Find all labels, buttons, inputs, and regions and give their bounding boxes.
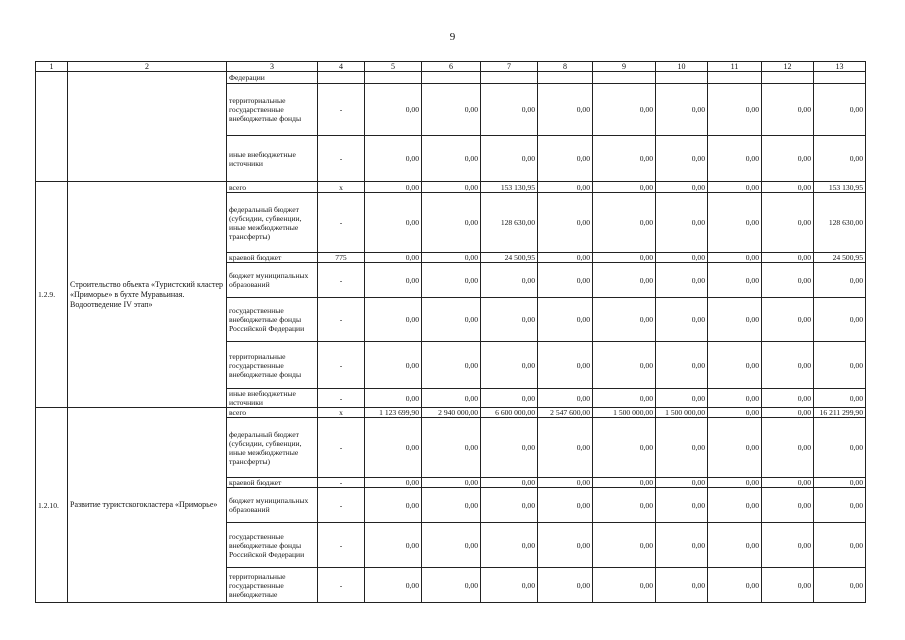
value-cell: 0,00: [656, 418, 708, 478]
column-header: 11: [708, 62, 762, 72]
value-cell: 0,00: [481, 488, 538, 523]
index-cell-continued: [36, 72, 68, 182]
value-cell: 0,00: [481, 298, 538, 342]
budget-code: -: [318, 342, 365, 389]
value-cell: 0,00: [365, 253, 422, 263]
value-cell: 0,00: [365, 263, 422, 298]
value-cell: 0,00: [593, 298, 656, 342]
value-cell: 0,00: [365, 478, 422, 488]
value-cell: 0,00: [656, 298, 708, 342]
value-cell: 0,00: [656, 263, 708, 298]
funding-source: краевой бюджет: [227, 253, 318, 263]
value-cell: 0,00: [762, 568, 814, 603]
value-cell: 0,00: [656, 193, 708, 253]
value-cell: 0,00: [762, 342, 814, 389]
value-cell: 153 130,95: [481, 182, 538, 193]
column-header: 2: [68, 62, 227, 72]
value-cell: 0,00: [365, 182, 422, 193]
value-cell: 0,00: [365, 568, 422, 603]
value-cell: 0,00: [538, 193, 593, 253]
value-cell: 0,00: [593, 263, 656, 298]
value-cell: 2 547 600,00: [538, 408, 593, 418]
value-cell: 0,00: [762, 298, 814, 342]
budget-code: -: [318, 136, 365, 182]
funding-source: Федерации: [227, 72, 318, 84]
page-number: 9: [449, 31, 456, 43]
budget-code: -: [318, 193, 365, 253]
budget-code: -: [318, 568, 365, 603]
budget-code: -: [318, 298, 365, 342]
value-cell: 0,00: [593, 84, 656, 136]
budget-code: -: [318, 418, 365, 478]
value-cell: 0,00: [422, 182, 481, 193]
value-cell: 0,00: [762, 478, 814, 488]
value-cell: 0,00: [422, 253, 481, 263]
value-cell: 0,00: [365, 342, 422, 389]
value-cell: 0,00: [481, 342, 538, 389]
value-cell: 0,00: [538, 342, 593, 389]
value-cell: 0,00: [538, 84, 593, 136]
value-cell: 0,00: [762, 418, 814, 478]
value-cell: 128 630,00: [814, 193, 866, 253]
column-header: 9: [593, 62, 656, 72]
value-cell: 0,00: [538, 523, 593, 568]
column-header: 1: [36, 62, 68, 72]
value-cell: 0,00: [656, 253, 708, 263]
value-cell: 0,00: [814, 84, 866, 136]
value-cell: [365, 72, 422, 84]
section-index: 1.2.10.: [36, 408, 68, 603]
value-cell: 0,00: [365, 298, 422, 342]
value-cell: 0,00: [708, 182, 762, 193]
value-cell: [538, 72, 593, 84]
value-cell: 0,00: [708, 568, 762, 603]
value-cell: 0,00: [708, 408, 762, 418]
value-cell: 0,00: [422, 568, 481, 603]
value-cell: 1 500 000,00: [656, 408, 708, 418]
value-cell: [593, 72, 656, 84]
budget-code: х: [318, 408, 365, 418]
value-cell: 0,00: [422, 84, 481, 136]
value-cell: 0,00: [538, 389, 593, 408]
value-cell: 0,00: [422, 136, 481, 182]
value-cell: 0,00: [708, 263, 762, 298]
value-cell: 0,00: [708, 136, 762, 182]
value-cell: 0,00: [762, 408, 814, 418]
value-cell: 0,00: [762, 389, 814, 408]
value-cell: 0,00: [481, 84, 538, 136]
value-cell: 0,00: [481, 523, 538, 568]
value-cell: 0,00: [538, 298, 593, 342]
value-cell: 0,00: [538, 488, 593, 523]
table-row: [36, 72, 866, 84]
funding-source: территориальные государственные внебюджетные фонды: [227, 84, 318, 136]
value-cell: 0,00: [656, 523, 708, 568]
value-cell: 0,00: [365, 418, 422, 478]
value-cell: 0,00: [656, 389, 708, 408]
column-header: 5: [365, 62, 422, 72]
value-cell: 0,00: [708, 389, 762, 408]
section-name: Развитие туристскогокластера «Приморье»: [68, 408, 227, 603]
value-cell: [422, 72, 481, 84]
value-cell: 6 600 000,00: [481, 408, 538, 418]
value-cell: 0,00: [538, 136, 593, 182]
value-cell: 0,00: [814, 523, 866, 568]
value-cell: 0,00: [656, 136, 708, 182]
column-header: 4: [318, 62, 365, 72]
budget-code: -: [318, 523, 365, 568]
value-cell: 0,00: [656, 478, 708, 488]
funding-source: всего: [227, 182, 318, 193]
value-cell: 0,00: [708, 84, 762, 136]
value-cell: 0,00: [814, 418, 866, 478]
value-cell: 0,00: [422, 523, 481, 568]
name-cell-continued: [68, 72, 227, 182]
value-cell: 0,00: [593, 389, 656, 408]
budget-code: -: [318, 263, 365, 298]
value-cell: 0,00: [762, 84, 814, 136]
value-cell: 0,00: [814, 478, 866, 488]
value-cell: 0,00: [538, 263, 593, 298]
column-header: 7: [481, 62, 538, 72]
value-cell: 0,00: [593, 523, 656, 568]
value-cell: 0,00: [422, 478, 481, 488]
value-cell: [656, 72, 708, 84]
value-cell: 0,00: [422, 342, 481, 389]
value-cell: 0,00: [656, 488, 708, 523]
value-cell: 0,00: [814, 298, 866, 342]
value-cell: 0,00: [814, 342, 866, 389]
value-cell: 0,00: [365, 488, 422, 523]
value-cell: 0,00: [422, 193, 481, 253]
header-row: [36, 62, 866, 72]
budget-code: 775: [318, 253, 365, 263]
funding-source: бюджет муниципальных образований: [227, 488, 318, 523]
value-cell: 0,00: [481, 478, 538, 488]
value-cell: 0,00: [708, 478, 762, 488]
value-cell: 0,00: [365, 193, 422, 253]
column-header: 12: [762, 62, 814, 72]
section-index: 1.2.9.: [36, 182, 68, 408]
funding-source: иные внебюджетные источники: [227, 136, 318, 182]
funding-source: территориальные государственные внебюджетные: [227, 568, 318, 603]
value-cell: 0,00: [593, 478, 656, 488]
column-header: 6: [422, 62, 481, 72]
value-cell: 0,00: [593, 136, 656, 182]
value-cell: 0,00: [708, 488, 762, 523]
value-cell: 0,00: [814, 389, 866, 408]
table-row: [36, 182, 866, 193]
column-header: 8: [538, 62, 593, 72]
value-cell: 0,00: [656, 342, 708, 389]
value-cell: 0,00: [481, 136, 538, 182]
value-cell: 0,00: [365, 523, 422, 568]
value-cell: 0,00: [762, 193, 814, 253]
value-cell: 0,00: [365, 84, 422, 136]
value-cell: 0,00: [708, 193, 762, 253]
budget-code: -: [318, 84, 365, 136]
funding-source: федеральный бюджет (субсидии, субвенции, иные межбюджетные трансферты): [227, 193, 318, 253]
column-header: 3: [227, 62, 318, 72]
value-cell: 0,00: [422, 488, 481, 523]
funding-source: иные внебюджетные источники: [227, 389, 318, 408]
value-cell: 0,00: [365, 389, 422, 408]
budget-code: -: [318, 478, 365, 488]
value-cell: 0,00: [481, 418, 538, 478]
value-cell: 1 500 000,00: [593, 408, 656, 418]
funding-source: территориальные государственные внебюджетные фонды: [227, 342, 318, 389]
value-cell: 0,00: [762, 523, 814, 568]
value-cell: 0,00: [708, 523, 762, 568]
value-cell: 0,00: [708, 342, 762, 389]
value-cell: 0,00: [422, 263, 481, 298]
value-cell: 0,00: [708, 298, 762, 342]
value-cell: 0,00: [593, 193, 656, 253]
value-cell: 0,00: [481, 568, 538, 603]
section-name: Строительство объекта «Туристский кластер «Приморье» в бухте Муравьиная. Водоотведение IV этап»: [68, 182, 227, 408]
value-cell: 0,00: [422, 389, 481, 408]
value-cell: 0,00: [593, 253, 656, 263]
column-header: 10: [656, 62, 708, 72]
value-cell: 0,00: [422, 418, 481, 478]
value-cell: 0,00: [593, 488, 656, 523]
table-row: [36, 408, 866, 418]
value-cell: 0,00: [708, 253, 762, 263]
value-cell: 0,00: [762, 263, 814, 298]
value-cell: 0,00: [593, 342, 656, 389]
value-cell: 1 123 699,90: [365, 408, 422, 418]
value-cell: 0,00: [656, 568, 708, 603]
funding-source: всего: [227, 408, 318, 418]
value-cell: [762, 72, 814, 84]
value-cell: 0,00: [365, 136, 422, 182]
value-cell: 128 630,00: [481, 193, 538, 253]
value-cell: 0,00: [814, 568, 866, 603]
budget-code: [318, 72, 365, 84]
budget-code: х: [318, 182, 365, 193]
value-cell: 0,00: [481, 389, 538, 408]
value-cell: [481, 72, 538, 84]
value-cell: [708, 72, 762, 84]
value-cell: 0,00: [422, 298, 481, 342]
budget-table: [35, 61, 866, 603]
value-cell: 24 500,95: [814, 253, 866, 263]
value-cell: 0,00: [762, 488, 814, 523]
value-cell: [814, 72, 866, 84]
funding-source: краевой бюджет: [227, 478, 318, 488]
value-cell: 0,00: [593, 418, 656, 478]
value-cell: 0,00: [593, 568, 656, 603]
value-cell: 0,00: [656, 182, 708, 193]
value-cell: 2 940 000,00: [422, 408, 481, 418]
value-cell: 0,00: [538, 568, 593, 603]
value-cell: 0,00: [593, 182, 656, 193]
value-cell: 0,00: [762, 253, 814, 263]
value-cell: 0,00: [538, 418, 593, 478]
value-cell: 153 130,95: [814, 182, 866, 193]
value-cell: 0,00: [656, 84, 708, 136]
value-cell: 0,00: [814, 136, 866, 182]
budget-code: -: [318, 389, 365, 408]
value-cell: 0,00: [481, 263, 538, 298]
value-cell: 16 211 299,90: [814, 408, 866, 418]
budget-code: -: [318, 488, 365, 523]
value-cell: 0,00: [814, 488, 866, 523]
value-cell: 0,00: [762, 136, 814, 182]
value-cell: 0,00: [538, 253, 593, 263]
column-header: 13: [814, 62, 866, 72]
value-cell: 0,00: [708, 418, 762, 478]
value-cell: 0,00: [538, 478, 593, 488]
value-cell: 0,00: [814, 263, 866, 298]
value-cell: 0,00: [538, 182, 593, 193]
value-cell: 0,00: [762, 182, 814, 193]
funding-source: государственные внебюджетные фонды Российской Федерации: [227, 298, 318, 342]
funding-source: государственные внебюджетные фонды Российской Федерации: [227, 523, 318, 568]
funding-source: федеральный бюджет (субсидии, субвенции, иные межбюджетные трансферты): [227, 418, 318, 478]
funding-source: бюджет муниципальных образований: [227, 263, 318, 298]
value-cell: 24 500,95: [481, 253, 538, 263]
